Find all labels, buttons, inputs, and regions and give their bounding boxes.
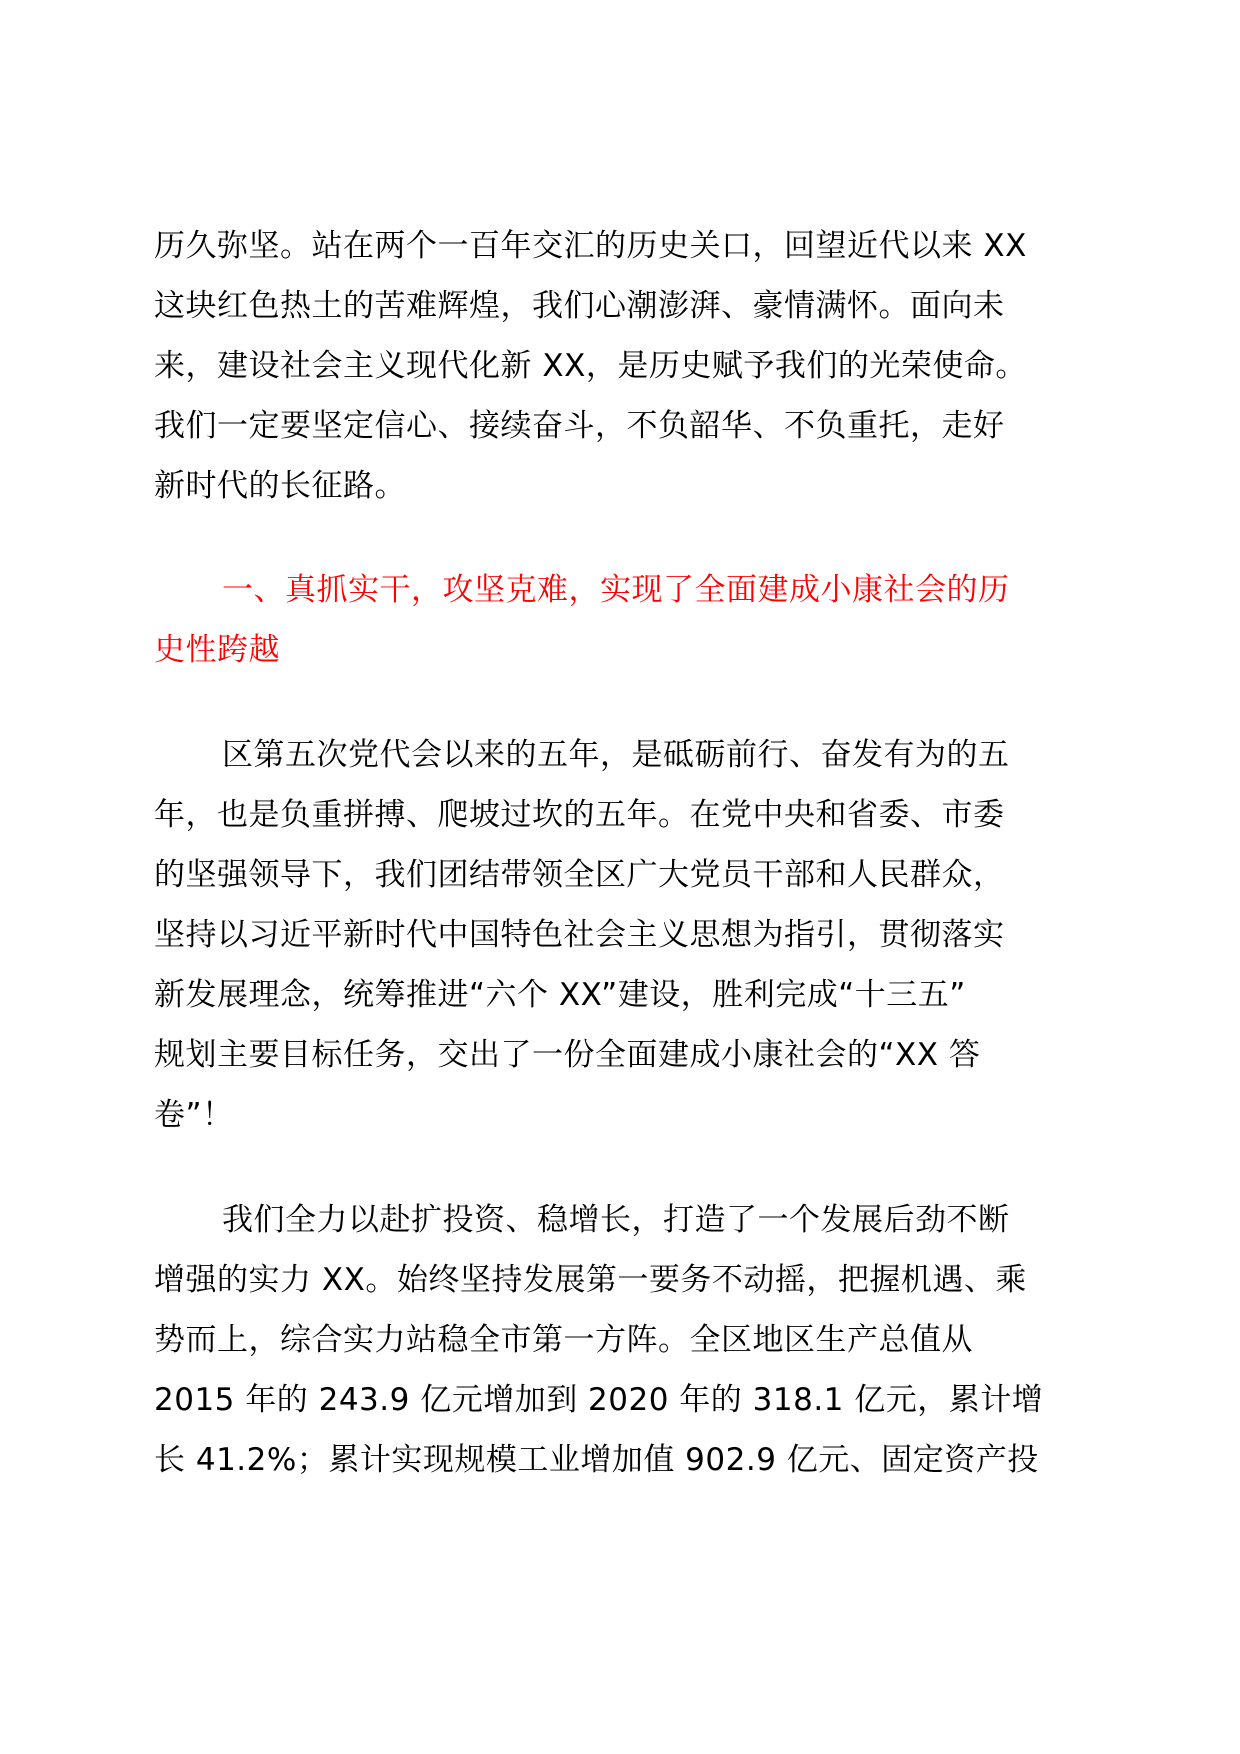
intro-line-1: 历久弥坚。站在两个一百年交汇的历史关口，回望近代以来 XX [154, 228, 1027, 264]
paragraph-1-line-5: 新发展理念，统筹推进“六个 XX”建设，胜利完成“十三五” [154, 977, 966, 1013]
paragraph-2-line-4: 2015 年的 243.9 亿元增加到 2020 年的 318.1 亿元，累计增 [154, 1382, 1044, 1418]
paragraph-1-line-1: 区第五次党代会以来的五年，是砥砺前行、奋发有为的五 [222, 737, 1010, 773]
paragraph-2-line-1: 我们全力以赴扩投资、稳增长，打造了一个发展后劲不断 [222, 1202, 1010, 1238]
intro-line-5: 新时代的长征路。 [154, 468, 406, 504]
section-heading-line-1: 一、真抓实干，攻坚克难，实现了全面建成小康社会的历 [222, 572, 1010, 608]
paragraph-1-line-6: 规划主要目标任务，交出了一份全面建成小康社会的“XX 答 [154, 1037, 981, 1073]
paragraph-2-line-5: 长 41.2%；累计实现规模工业增加值 902.9 亿元、固定资产投 [154, 1442, 1039, 1478]
paragraph-2-line-2: 增强的实力 XX。始终坚持发展第一要务不动摇，把握机遇、乘 [154, 1262, 1027, 1298]
paragraph-1-line-4: 坚持以习近平新时代中国特色社会主义思想为指引，贯彻落实 [154, 917, 1005, 953]
paragraph-1-line-7: 卷”！ [154, 1097, 234, 1133]
intro-line-2: 这块红色热土的苦难辉煌，我们心潮澎湃、豪情满怀。面向未 [154, 288, 1005, 324]
paragraph-2-line-3: 势而上，综合实力站稳全市第一方阵。全区地区生产总值从 [154, 1322, 973, 1358]
intro-line-3: 来，建设社会主义现代化新 XX，是历史赋予我们的光荣使命。 [154, 348, 1027, 384]
paragraph-1-line-2: 年，也是负重拼搏、爬坡过坎的五年。在党中央和省委、市委 [154, 797, 1005, 833]
section-heading-line-2: 史性跨越 [154, 632, 280, 668]
paragraph-1-line-3: 的坚强领导下，我们团结带领全区广大党员干部和人民群众， [154, 857, 1005, 893]
intro-line-4: 我们一定要坚定信心、接续奋斗，不负韶华、不负重托，走好 [154, 408, 1005, 444]
